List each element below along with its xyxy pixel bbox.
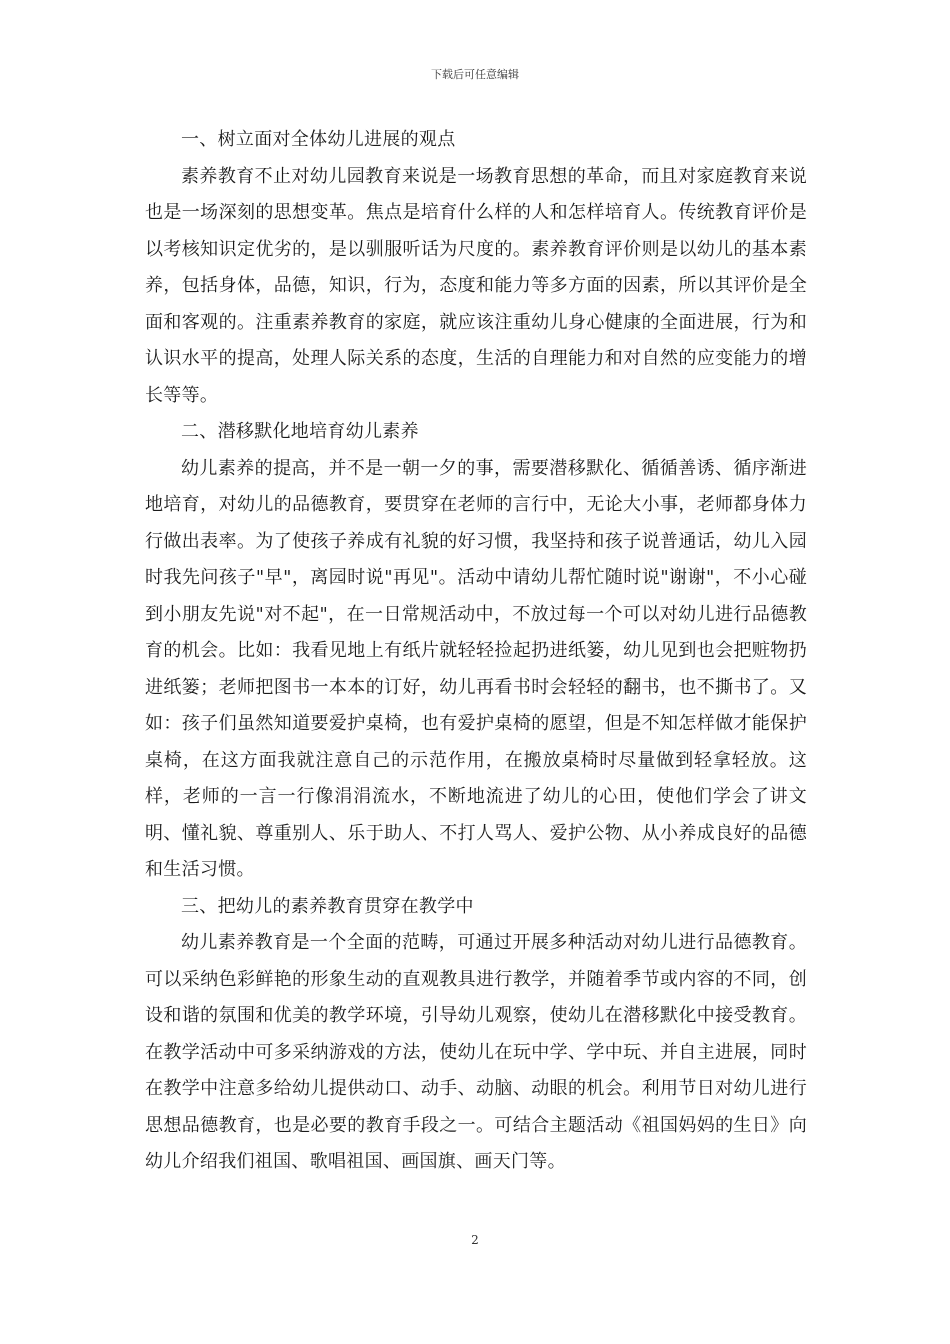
section-paragraph-3: 幼儿素养教育是一个全面的范畴，可通过开展多种活动对幼儿进行品德教育。可以采纳色彩鲜艳的形象生动的直观教具进行教学，并随着季节或内容的不同，创设和谐的氛围和优美的教学环境，引导幼儿观察，使幼儿在潜移默化中接受教育。在教学活动中可多采纳游戏的方法，使幼儿在玩中学、学中玩、并自主进展，同时在教学中注意多给幼儿提供动口、动手、动脑、动眼的机会。利用节日对幼儿进行思想品德教育，也是必要的教育手段之一。可结合主题活动《祖国妈妈的生日》向幼儿介绍我们祖国、歌唱祖国、画国旗、画天门等。 (145, 932, 807, 1172)
document-body (145, 122, 807, 1181)
section-paragraph-1: 素养教育不止对幼儿园教育来说是一场教育思想的革命，而且对家庭教育来说也是一场深刻的思想变革。焦点是培育什么样的人和怎样培育人。传统教育评价是以考核知识定优劣的，是以驯服听话为尺度的。素养教育评价则是以幼儿的基本素养，包括身体，品德，知识，行为，态度和能力等多方面的因素，所以其评价是全面和客观的。注重素养教育的家庭，就应该注重幼儿身心健康的全面进展，行为和认识水平的提高，处理人际关系的态度，生活的自理能力和对自然的应变能力的增长等等。 (145, 165, 807, 406)
page-header: 下载后可任意编辑 (431, 68, 519, 81)
section-heading-2: 二、潜移默化地培育幼儿素养 (181, 421, 419, 442)
page-number: 2 (471, 1233, 479, 1247)
section-heading-3: 三、把幼儿的素养教育贯穿在教学中 (181, 895, 474, 917)
section-heading-1: 一、树立面对全体幼儿进展的观点 (181, 129, 456, 150)
section-paragraph-2: 幼儿素养的提高，并不是一朝一夕的事，需要潜移默化、循循善诱、循序渐进地培育，对幼儿的品德教育，要贯穿在老师的言行中，无论大小事，老师都身体力行做出表率。为了使孩子养成有礼貌的好习惯，我坚持和孩子说普通话，幼儿入园时我先问孩子"早"，离园时说"再见"。活动中请幼儿帮忙随时说"谢谢"，不小心碰到小朋友先说"对不起"，在一日常规活动中，不放过每一个可以对幼儿进行品德教育的机会。比如：我看见地上有纸片就轻轻捡起扔进纸篓，幼儿见到也会把赃物扔进纸篓；老师把图书一本本的订好，幼儿再看书时会轻轻的翻书，也不撕书了。又如：孩子们虽然知道要爱护桌椅，也有爱护桌椅的愿望，但是不知怎样做才能保护桌椅，在这方面我就注意自己的示范作用，在搬放桌椅时尽量做到轻拿轻放。这样，老师的一言一行像涓涓流水，不断地流进了幼儿的心田，使他们学会了讲文明、懂礼貌、尊重别人、乐于助人、不打人骂人、爱护公物、从小养成良好的品德和生活习惯。 (145, 457, 807, 880)
